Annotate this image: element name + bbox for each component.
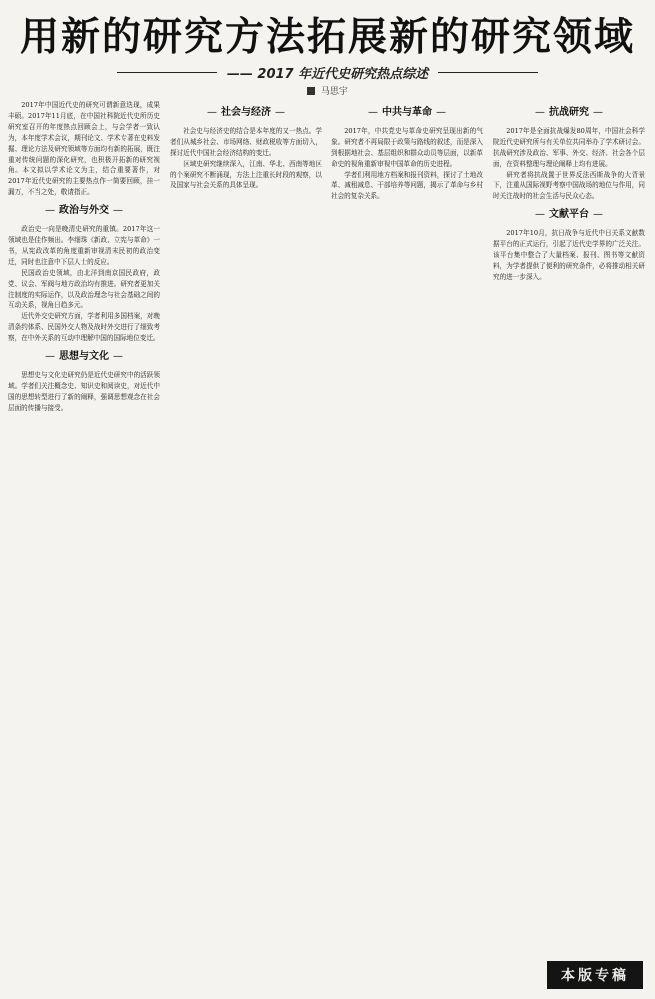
body-paragraph: 近代外交史研究方面，学者利用多国档案，对晚清条约体系、民国外交人物及战时外交进行了细致考察，在中外关系的互动中理解中国的国际地位变迁。 <box>8 312 160 343</box>
body-paragraph: 研究者将抗战置于世界反法西斯战争的大背景下，注重从国际视野考察中国战场的地位与作用，同时关注战时的社会生活与民众心态。 <box>493 170 645 201</box>
column-2 <box>170 100 322 191</box>
section-heading-thought-culture: — 思想与文化 — <box>8 352 160 363</box>
section-heading-society-economy: — 社会与经济 — <box>170 108 322 119</box>
headline: 用新的研究方法拓展新的研究领域 <box>19 15 635 60</box>
author-name: 马思宇 <box>320 87 348 97</box>
corner-tag: 本版专稿 <box>547 961 643 989</box>
intro-paragraph: 2017年中国近代史的研究可谓新意迭现，成果丰硕。2017年11月底，在中国社科院近代史所历史研究室召开的年度热点回顾会上，与会学者一致认为，本年度学术会议，期刊论文、学术专著在史料发掘、理论方法及研究领域等方面均有新的拓展，既注重对传统问题的深化研究，也积极开拓新的研究视角。本文拟以学术论文为主，结合重要著作，对2017年近代史研究的主要热点作一简要回顾，挂一漏万，不当之处，敬请指正。 <box>8 101 160 197</box>
body-paragraph: 民国政治史领域，由北洋到南京国民政府，政党、议会、军阀与地方政治均有推进。研究者更加关注制度的实际运作，以及政治理念与社会基础之间的互动关系，视角日趋多元。 <box>8 268 160 310</box>
section-heading-war-resistance: — 抗战研究 — <box>493 108 645 119</box>
body-paragraph: 政治史一向是晚清史研究的重镇。2017年这一领域也是佳作频出。李细珠《新政、立宪与革命》一书，从宪政改革的角度重新审视清末民初的政治变迁，同时也注意中下层人士的反应。 <box>8 225 160 266</box>
section-heading-politics: — 政治与外交 — <box>8 206 160 217</box>
subtitle: —— 2017 年近代史研究热点综述 <box>226 66 429 82</box>
column-3 <box>331 100 483 202</box>
body-paragraph: 2017年，中共党史与革命史研究呈现出新的气象。研究者不再局限于政策与路线的叙述，而是深入到根据地社会、基层组织和群众动员等层面，以新革命史的视角重新审视中国革命的历史进程。 <box>331 126 483 168</box>
subtitle-rule-left <box>117 72 217 73</box>
body-paragraph: 思想史与文化史研究仍是近代史研究中的活跃领域。学者们关注概念史、知识史和阅读史，对近代中国的思想转型进行了新的阐释，强调思想观念在社会层面的传播与接受。 <box>8 370 160 412</box>
body-paragraph: 区域史研究继续深入，江南、华北、西南等地区的个案研究不断涌现，方法上注重长时段的观察，以及国家与社会关系的具体呈现。 <box>170 159 322 190</box>
body-paragraph: 2017年是全面抗战爆发80周年，中国社会科学院近代史研究所与有关单位共同举办了学术研讨会。抗战研究涉及政治、军事、外交、经济、社会各个层面，在资料整理与理论阐释上均有进展。 <box>493 126 645 168</box>
body-paragraph: 社会史与经济史的结合是本年度的又一热点。学者们从城乡社会、市场网络、财政税收等方面切入，探讨近代中国社会经济结构的变迁。 <box>170 126 322 157</box>
body-paragraph: 2017年10月，抗日战争与近代中日关系文献数据平台的正式运行，引起了近代史学界的广泛关注。该平台集中整合了大量档案、报刊、图书等文献资料，为学者提供了便利的研究条件，必将推动相关研究的进一步深入。 <box>493 229 645 281</box>
subtitle-rule-right <box>438 72 538 73</box>
subtitle-row <box>0 62 655 82</box>
section-heading-ccp-revolution: — 中共与革命 — <box>331 108 483 119</box>
column-1 <box>8 100 160 414</box>
author-mark-icon <box>307 87 315 95</box>
byline <box>0 84 655 97</box>
column-4 <box>493 100 645 283</box>
section-heading-document-platform: — 文献平台 — <box>493 210 645 221</box>
body-paragraph: 学者们利用地方档案和报刊资料，探讨了土地改革、减租减息、干部培养等问题，揭示了革命与乡村社会的复杂关系。 <box>331 170 483 201</box>
